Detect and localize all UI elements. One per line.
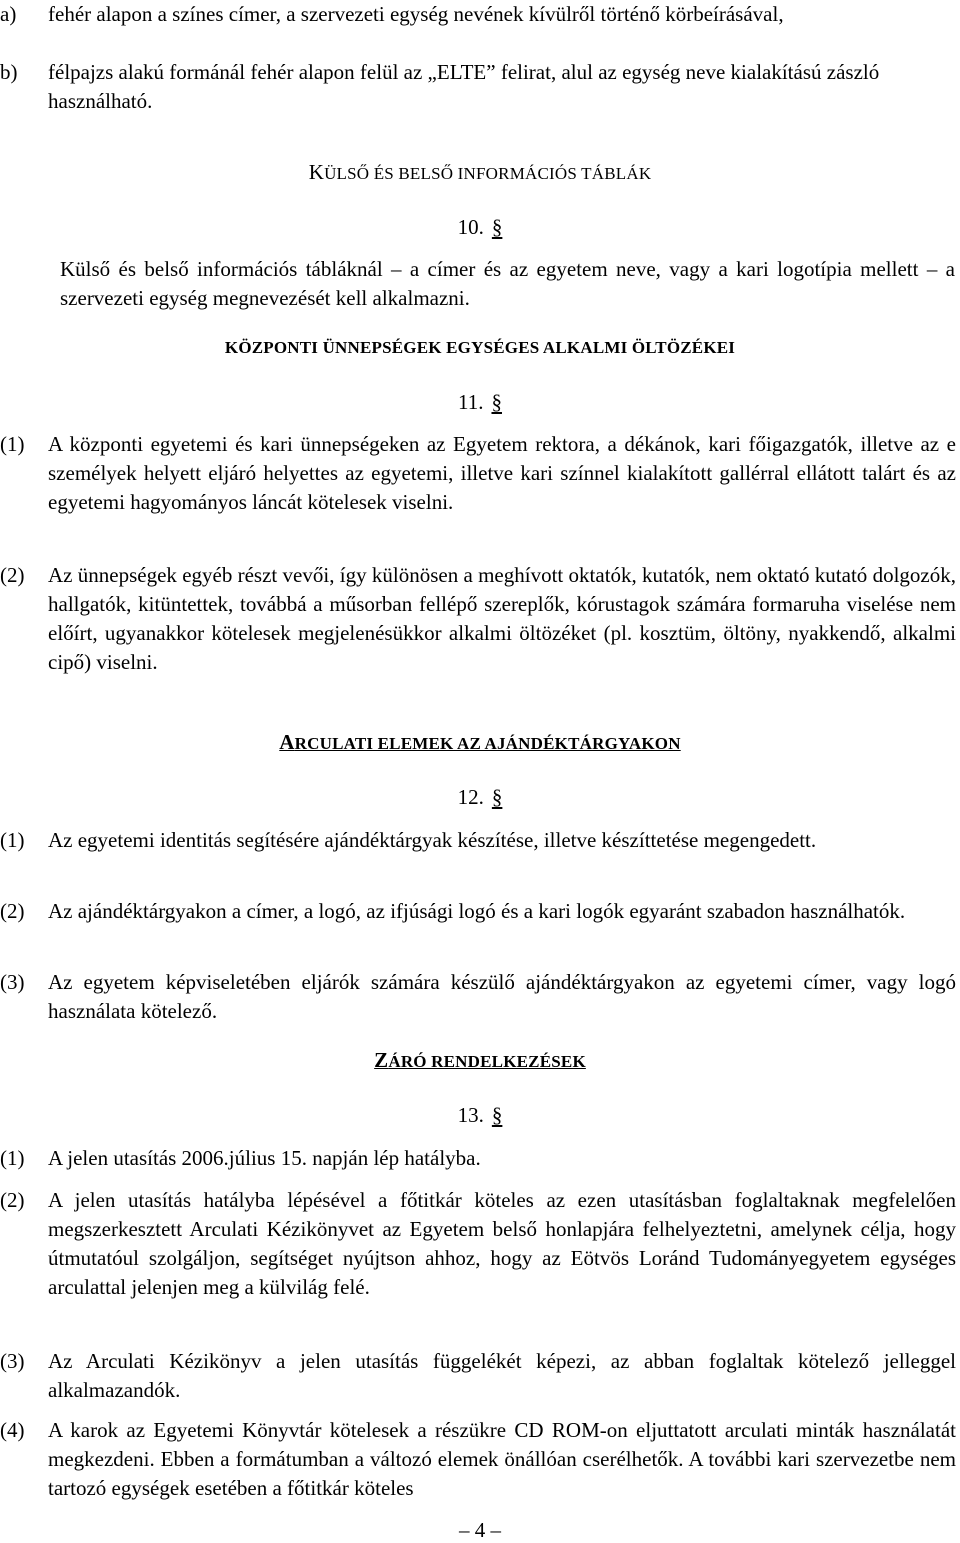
- section-symbol: §: [491, 1103, 503, 1127]
- list-item-11-2: [0, 561, 956, 677]
- list-text: Az ajándéktárgyakon a címer, a logó, az ifjúsági logó és a kari logók egyaránt szabadon használhatók.: [48, 899, 906, 923]
- list-label: (2): [0, 1188, 25, 1212]
- list-item-13-4: [0, 1416, 956, 1503]
- list-label: b): [0, 60, 18, 84]
- list-text: Az egyetem képviseletében eljárók számára készülő ajándéktárgyakon az egyetemi címer, vagy logó használata kötelező.: [48, 970, 956, 1023]
- list-text: félpajzs alakú formánál fehér alapon felül az „ELTE” felirat, alul az egység neve kialakítású zászló használható.: [48, 60, 880, 113]
- section-symbol: §: [491, 390, 502, 414]
- list-text: A karok az Egyetemi Könyvtár kötelesek a részükre CD ROM-on eljuttatott arculati minták használatát megkezdeni. Ebben a formátumban a változó elemek önállóan cserélhetők. A további kari szervezetbe nem tartozó egységek esetében a főtitkár köteles: [48, 1418, 956, 1500]
- list-item-b: [0, 58, 956, 116]
- list-text: Az egyetemi identitás segítésére ajándéktárgyak készítése, illetve készíttetése megengedett.: [48, 828, 817, 852]
- paragraph-number-13: [0, 1103, 960, 1128]
- page-number: – 4 –: [459, 1518, 501, 1542]
- list-item-13-2: [0, 1186, 956, 1302]
- list-label: (4): [0, 1418, 25, 1442]
- list-item-a: [0, 0, 956, 29]
- list-item-11-1: [0, 430, 956, 517]
- list-label: (1): [0, 828, 25, 852]
- section-symbol: §: [491, 215, 503, 239]
- paragraph-text: Külső és belső információs tábláknál – a címer és az egyetem neve, vagy a kari logotípia mellett – a szervezeti egység megnevezését kell alkalmazni.: [60, 257, 955, 310]
- list-text: A jelen utasítás hatályba lépésével a főtitkár köteles az ezen utasításban foglaltaknak megfelelően megszerkesztett Arculati Kézikönyvet az Egyetem belső honlapjára felhelyeztetni, amelynek célja, hogy útmutatóul szolgáljon, segítséget nyújtson ahhoz, hogy az Eötvös Loránd Tudományegyetem egységes arculattal jelenjen meg a külvilág felé.: [48, 1188, 956, 1299]
- section-heading-gifts: [0, 730, 960, 755]
- list-item-12-2: [0, 897, 956, 926]
- list-text: A jelen utasítás 2006.július 15. napján lép hatályba.: [48, 1146, 481, 1170]
- heading-initial: A: [279, 730, 295, 754]
- paragraph-number-12: [0, 785, 960, 810]
- paragraph-number: 12.: [457, 785, 484, 809]
- list-label: (3): [0, 1349, 25, 1373]
- list-label: (2): [0, 563, 25, 587]
- heading-rest: ÜLSŐ ÉS BELSŐ INFORMÁCIÓS TÁBLÁK: [324, 164, 652, 183]
- heading-rest: ÁRÓ RENDELKEZÉSEK: [388, 1052, 586, 1071]
- list-item-13-1: [0, 1144, 956, 1173]
- paragraph-number-10: [0, 215, 960, 240]
- list-label: (2): [0, 899, 25, 923]
- list-item-13-3: [0, 1347, 956, 1405]
- section-heading-signs: [0, 160, 960, 185]
- list-text: fehér alapon a színes címer, a szervezeti egység nevének kívülről történő körbeírásával,: [48, 2, 784, 26]
- section-heading-ceremonies: KÖZPONTI ÜNNEPSÉGEK EGYSÉGES ALKALMI ÖLTÖZÉKEI: [224, 338, 736, 357]
- list-text: Az Arculati Kézikönyv a jelen utasítás függelékét képezi, az abban foglaltak kötelező jelleggel alkalmazandók.: [48, 1349, 956, 1402]
- section-symbol: §: [491, 785, 503, 809]
- list-text: A központi egyetemi és kari ünnepségeken az Egyetem rektora, a dékánok, kari főigazgatók, illetve az e személyek helyett eljáró helyettes az egyetemi, illetve kari színnel kialakított gallérral ellátott talárt és az egyetemi hagyományos láncát kötelesek viselni.: [48, 432, 956, 514]
- paragraph-number: 11.: [458, 390, 484, 414]
- list-label: (1): [0, 1146, 25, 1170]
- heading-initial: Z: [374, 1048, 389, 1072]
- list-label: (1): [0, 432, 25, 456]
- list-item-12-1: [0, 826, 956, 855]
- list-item-12-3: [0, 968, 956, 1026]
- heading-rest: RCULATI ELEMEK AZ AJÁNDÉKTÁRGYAKON: [294, 734, 681, 753]
- paragraph-number: 13.: [457, 1103, 484, 1127]
- list-text: Az ünnepségek egyéb részt vevői, így különösen a meghívott oktatók, kutatók, nem oktató kutató dolgozók, hallgatók, kitüntettek, továbbá a műsorban fellépő szereplők, kórustagok számára formaruha viselése nem előírt, ugyanakkor kötelesek megjelenésükkor alkalmi öltözéket (pl. kosztüm, öltöny, nyakkendő, alkalmi cipő) viselni.: [48, 563, 956, 674]
- heading-initial: K: [308, 160, 325, 184]
- paragraph-number: 10.: [457, 215, 484, 239]
- list-label: a): [0, 2, 17, 26]
- list-label: (3): [0, 970, 25, 994]
- section-heading-closing: [0, 1048, 960, 1073]
- paragraph-number-11: [0, 390, 960, 415]
